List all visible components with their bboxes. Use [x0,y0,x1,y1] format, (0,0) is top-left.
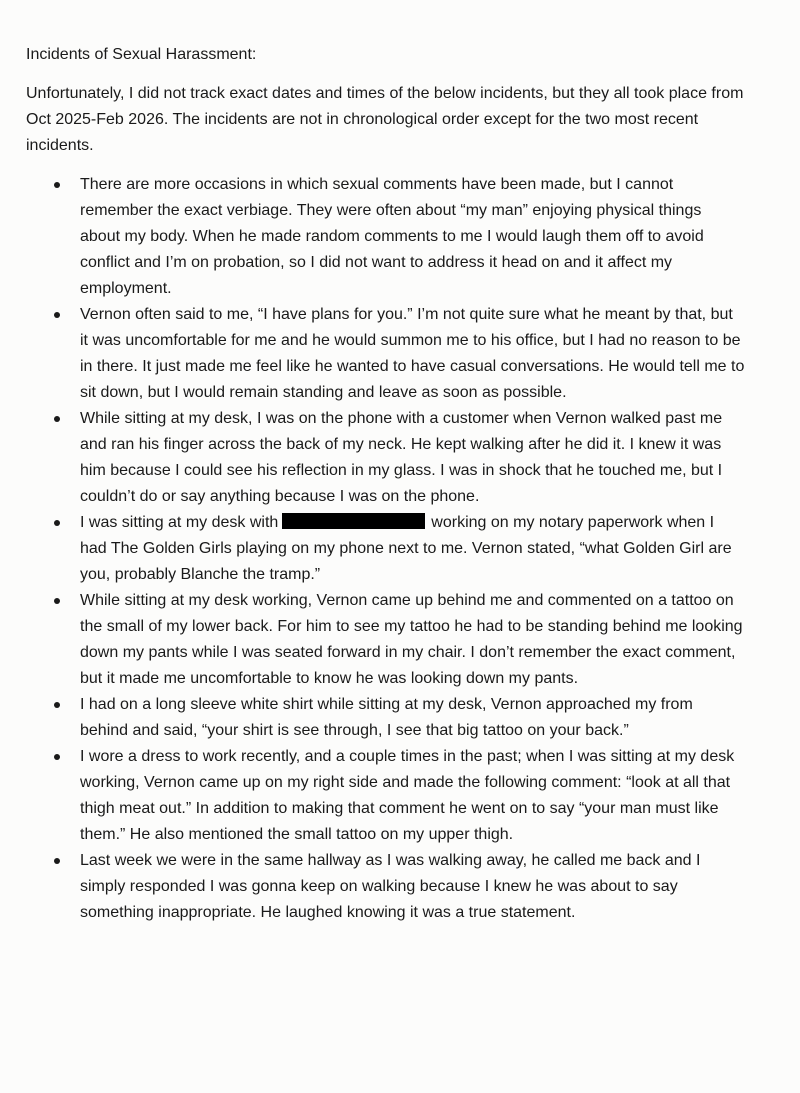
bullet-icon [54,858,60,864]
list-item-text: While sitting at my desk working, Vernon came up behind me and commented on a tattoo on the small of my lower back. For him to see my tattoo he had to be standing behind me looking down my pants while I was seated forward in my chair. I don’t remember the exact comment, but it made me uncomfortable to know he was looking down my pants. [80,592,743,687]
incident-list [0,172,800,926]
list-item-text-after: working on my notary paperwork when I had The Golden Girls playing on my phone next to me. Vernon stated, “what Golden Girl are you, probably Blanche the tramp.” [80,514,732,583]
list-item [0,406,745,510]
list-item-text: I wore a dress to work recently, and a couple times in the past; when I was sitting at my desk working, Vernon came up on my right side and made the following comment: “look at all that thigh meat out.” In addition to making that comment he went on to say “your man must like them.” He also mentioned the small tattoo on my upper thigh. [80,748,735,843]
list-item-text: There are more occasions in which sexual comments have been made, but I cannot remember the exact verbiage. They were often about “my man” enjoying physical things about my body. When he made random comments to me I would laugh them off to avoid conflict and I’m on probation, so I did not want to address it head on and it affect my employment. [80,176,704,297]
list-item-text: Vernon often said to me, “I have plans for you.” I’m not quite sure what he meant by that, but it was uncomfortable for me and he would summon me to his office, but I had no reason to be in there. It just made me feel like he wanted to have casual conversations. He would tell me to sit down, but I would remain standing and leave as soon as possible. [80,306,745,401]
bullet-icon [54,182,60,188]
bullet-icon [54,312,60,318]
bullet-icon [54,598,60,604]
bullet-icon [54,754,60,760]
list-item [0,302,745,406]
redaction-bar [282,513,425,529]
bullet-icon [54,416,60,422]
list-item [0,588,745,692]
list-item-text: Last week we were in the same hallway as I was walking away, he called me back and I simply responded I was gonna keep on walking because I knew he was about to say something inappropriate. He laughed knowing it was a true statement. [80,852,701,921]
list-item-text: While sitting at my desk, I was on the phone with a customer when Vernon walked past me and ran his finger across the back of my neck. He kept walking after he did it. I knew it was him because I could see his reflection in my glass. I was in shock that he touched me, but I couldn’t do or say anything because I was on the phone. [80,410,723,505]
list-item-text-before: I was sitting at my desk with [80,514,279,531]
bullet-icon [54,520,60,526]
document-heading: Incidents of Sexual Harassment: [26,46,257,63]
list-item-text: I had on a long sleeve white shirt while sitting at my desk, Vernon approached my from behind and said, “your shirt is see through, I see that big tattoo on your back.” [80,696,693,739]
list-item [0,172,745,302]
list-item [0,744,745,848]
list-item [0,510,745,588]
list-item [0,692,745,744]
bullet-icon [54,702,60,708]
intro-paragraph: Unfortunately, I did not track exact dates and times of the below incidents, but they all took place from Oct 2025-Feb 2026. The incidents are not in chronological order except for the two most recent incidents. [26,85,744,154]
list-item [0,848,745,926]
